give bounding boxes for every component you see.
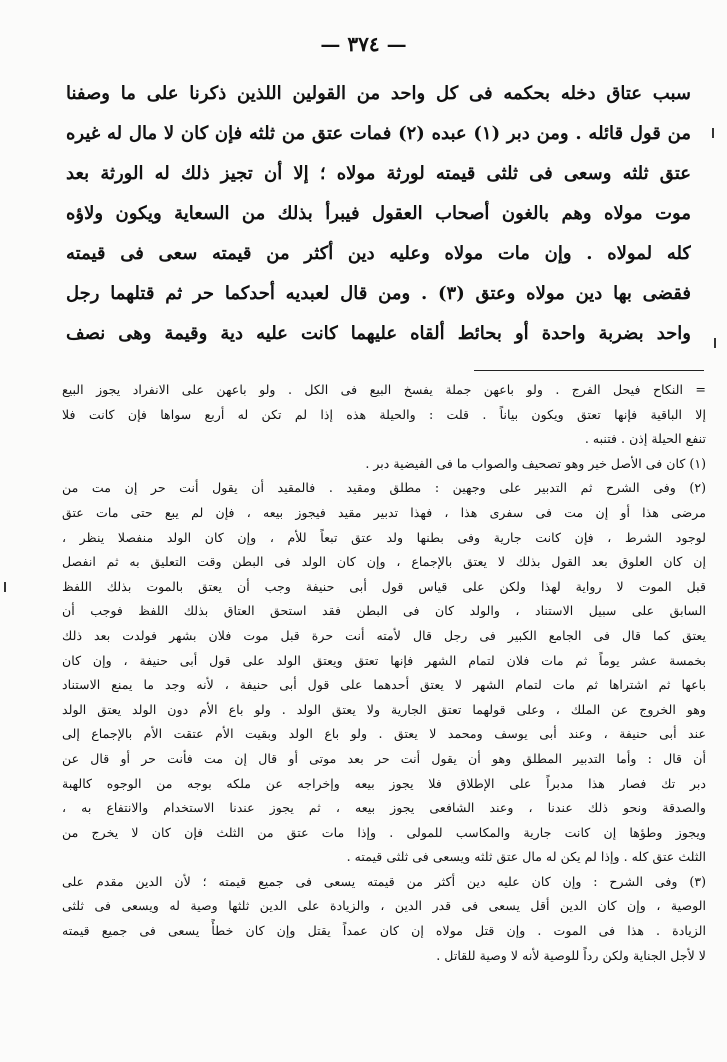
footnote-line: مرضى هذا أو إن مت فى سفرى هذا ، فهذا تدبير مقيد فيجوز بيعه ، فإن لم يبع حتى مات عتق [62, 504, 706, 520]
footnote-line: دبر تك فصار هذا مدبراً على الإطلاق فلا يجوز بيعه وإخراجه عن ملكه بوجه من الوجوه كالهبة [62, 775, 706, 791]
main-line: واحد بضربة واحدة أو بحائط ألقاه عليهما كانت عليه دية وقيمة وهى نصف [66, 323, 691, 344]
footnote-line: أن قال : وأما التدبير المطلق وهو أن يقول أنت حر بعد موتى أو قال إن مت فأنت حر أو قال عن [62, 750, 706, 766]
main-line: كله لمولاه . وإن مات مولاه وعليه دين أكثر من قيمته سعى فى قيمته [66, 243, 691, 264]
footnote-line: السابق على سبيل الاستناد ، والولد كان فى البطن فقد استحق العتاق بذلك اللفظ فوجب أن [62, 603, 706, 619]
footnote-line: تنفع الحيلة إذن . فتنبه . [584, 431, 706, 447]
footnote-line: يعتق كما قال فى الجامع الكبير فى رجل قال لأمته أنت حرة قبل موت فلان بشهر فولدت بعد ذلك [62, 627, 706, 643]
footnote-line: (١) كان فى الأصل خير وهو تصحيف والصواب ما فى الفيضية دبر . [365, 455, 706, 471]
footnote-line: وهو الخروج عن الملك ، وعلى قولهما تعتق الجارية ولا يعتق الولد . ولو باع الأم دون الولد يعتق الولد [62, 701, 706, 717]
footnote-line: (٣) وفى الشرح : وإن كان عليه دين أكثر من قيمته يسعى فى جميع قيمته ؛ لأن الدين مقدم على [62, 873, 706, 889]
footnote-line: إلا الباقية فإنها تعتق ويكون بياناً . قلت : والحيلة هذه إذا لم تكن له أربع سواها فإن كانت فلا [62, 406, 706, 422]
footnote-separator [474, 370, 704, 371]
footnote-line: والصدقة ونحو ذلك عندنا ، وعند الشافعى يجوز بيعه ، ثم يجوز عندنا الاستخدام والانتفاع به ، [62, 800, 706, 816]
footnote-line: الوصية ، وإن كان الدين أقل يسعى فى قدر الدين ، والزيادة على الدين ثلثها وصية له ويسعى فى ثلثى [62, 898, 706, 914]
main-line: من قول قائله . ومن دبر (١) عبده (٢) فمات عتق من ثلثه فإن كان لا مال له غيره [66, 123, 691, 144]
margin-mark [712, 128, 714, 138]
page-number: — ٣٧٤ — [320, 32, 407, 56]
margin-mark [714, 338, 716, 348]
main-line: سبب عتاق دخله بحكمه فى كل واحد من القولين اللذين ذكرنا على ما وصفنا [66, 83, 691, 104]
footnote-line: قبل الموت لا رواية لهذا ولكن على قياس قول أبى حنيفة وجب أن يعتق بالموت بذلك اللفظ [62, 578, 706, 594]
main-text [66, 74, 691, 354]
footnote-line: عند أبى حنيفة ، وعند أبى يوسف ومحمد لا يعتق . ولو باع الولد وبقيت الأم عتقت الأم بالإجماع إلى [62, 726, 706, 742]
main-line: موت مولاه وهم بالغون أصحاب العقول فيبرأ بذلك من السعاية ويكون ولاؤه [66, 203, 691, 224]
main-line: فقضى بها دين مولاه وعتق (٣) . ومن قال لعبديه أحدكما حر ثم قتلهما رجل [66, 283, 691, 304]
footnote-line: (٢) وفى الشرح ثم التدبير على وجهين : مطلق ومقيد . فالمقيد أن يقول أنت حر إن مت من [62, 480, 706, 496]
footnote-line: لا لأجل الجناية ولكن رداً للوصية لأنه لا وصية للقاتل . [436, 947, 706, 963]
margin-mark [4, 582, 6, 592]
footnote-line: الزيادة . هذا فى الموت . وإن قتل مولاه إن كان عمداً يقتل وإن كان خطأً يسعى فى جميع قيمته [62, 923, 706, 939]
main-line: عتق ثلثه وسعى فى ثلثى قيمته لورثة مولاه ؛ إلا أن تجيز ذلك له الورثة بعد [66, 163, 691, 184]
footnote-line: بخمسة عشر يوماً ثم مات فلان لتمام الشهر فإنها تعتق ويعتق الولد على قول أبى حنيفة ، وإن كان [62, 652, 706, 668]
footnote-line: الثلث عتق كله . وإذا لم يكن له مال عتق ثلثه ويسعى فى ثلثى قيمته . [346, 849, 706, 865]
footnote-line: ويجوز وطؤها إن كانت جارية والمكاسب للمولى . وإذا مات عتق من الثلث فإن كان لا يخرج من [62, 824, 706, 840]
footnote-line: = النكاح فيحل الفرج . ولو باعهن جملة يفسخ البيع فى الكل . ولو باعهن على الانفراد يجوز البيع [62, 382, 706, 397]
footnotes [62, 378, 706, 968]
footnote-line: لوجود الشرط ، فإن كانت جارية وفى بطنها ولد عتق تبعاً للأم ، وإن كان الولد منفصلا ينظر ، [62, 529, 706, 545]
footnote-line: إن كان العلوق بعد القول بذلك لا يعتق بالإجماع ، وإن كان الولد فى البطن وقت التعليق به ثم انفصل [62, 554, 706, 570]
footnote-line: باعها ثم اشتراها ثم مات لتمام الشهر لا يعتق أحدهما على قول أبى حنيفة ، لأنه وجد ما يمنع الاستناد [62, 677, 706, 693]
